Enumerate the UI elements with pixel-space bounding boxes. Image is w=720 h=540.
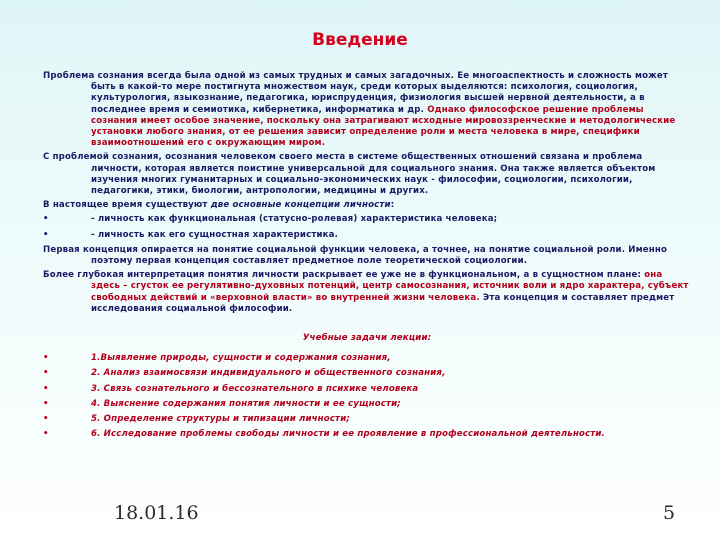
concept-text: - личность как функциональная (статусно-ролевая) характеристика человека; (91, 214, 498, 225)
task-text: 5. Определение структуры и типизации личности; (91, 414, 350, 425)
task-bullet-4 (43, 399, 691, 410)
tasks-heading-colon: : (427, 333, 432, 344)
task-text: 6. Исследование проблемы свободы личности и ее проявление в профессиональной деятельности. (91, 429, 605, 440)
paragraph-concepts-intro (43, 200, 691, 211)
task-bullet-3 (43, 384, 691, 395)
paragraph-highlight: Однако философское решение проблемы сознания имеет особое значение, поскольку она затрагивают исходные мировоззренческие и методологические установки любого знания, от ее решения зависит определение роли и места человека в мире, специфики взаимоотношений его с окружающим миром. (91, 104, 676, 149)
paragraph-text-end: Эта концепция и составляет предмет исследования социальной философии. (91, 292, 675, 314)
concept-bullet-2 (43, 230, 691, 241)
concepts-intro-italic: две основные концепции личности (210, 200, 391, 211)
concept-text: - личность как его сущностная характеристика. (91, 229, 338, 240)
paragraph-text: Более глубокая интерпретация понятия личности раскрывает ее уже не в функциональном, а в сущностном плане: (43, 270, 645, 281)
tasks-heading-text: Учебные задачи лекции (302, 333, 428, 344)
task-bullet-1 (43, 353, 691, 364)
bullet-icon: • (43, 353, 49, 364)
concepts-intro-text: В настоящее время существуют (43, 200, 211, 211)
tasks-heading (43, 333, 691, 344)
bullet-icon: • (43, 229, 49, 240)
paragraph-text: Проблема сознания всегда была одной из самых трудных и самых загадочных. Ее многоаспектность и сложность может быть в какой-то мере постигнута множеством наук, среди которых выделяются: психология, социология, культурология, языкознание, педагогика, юриспруденция, физиология высшей нервной деятельности, а в последнее время и семиотика, кибернетика, информатика и др. (43, 71, 668, 115)
task-text: 2. Анализ взаимосвязи индивидуального и общественного сознания, (91, 368, 446, 379)
footer-date: 18.01.16 (114, 502, 199, 524)
bullet-icon: • (43, 368, 49, 379)
task-text: 3. Связь сознательного и бессознательного в психике человека (91, 383, 419, 394)
task-bullet-5 (43, 414, 691, 425)
bullet-icon: • (43, 398, 49, 409)
concepts-intro-colon: : (390, 200, 395, 211)
slide-content (43, 71, 691, 444)
concept-bullet-1 (43, 214, 691, 225)
paragraph-first-concept: Первая концепция опирается на понятие социальной функции человека, а точнее, на понятие социальной роли. Именно поэтому первая концепция составляет предметное поле теоретической социологии. (43, 244, 668, 267)
task-bullet-2 (43, 368, 691, 379)
bullet-icon: • (43, 383, 49, 394)
bullet-icon: • (43, 429, 49, 440)
slide-title: Введение (312, 30, 408, 50)
page-number: 5 (663, 502, 676, 524)
paragraph-highlight: она здесь – сгусток ее регулятивно-духовных потенций, центр самосознания, источник воли и ядро характера, субъект свободных действий и «верховной власти» во внутренней жизни человека. (91, 270, 689, 303)
task-bullet-6 (43, 429, 691, 440)
bullet-icon: • (43, 414, 49, 425)
bullet-icon: • (43, 214, 49, 225)
paragraph-deeper-interpretation (43, 270, 691, 315)
task-text: 1.Выявление природы, сущности и содержания сознания, (91, 353, 391, 364)
task-text: 4. Выяснение содержания понятия личности и ее сущности; (91, 398, 401, 409)
paragraph-personality-problem: С проблемой сознания, осознания человеком своего места в системе общественных отношений связана и проблема личности, которая является поистине универсальной для социального знания. Она также является объектом изучения многих гуманитарных и социально-экономических наук - философии, социологии, психологии, педагогики, этики, биологии, антропологии, медицины и других. (43, 152, 656, 197)
paragraph-consciousness-problem (43, 71, 691, 149)
